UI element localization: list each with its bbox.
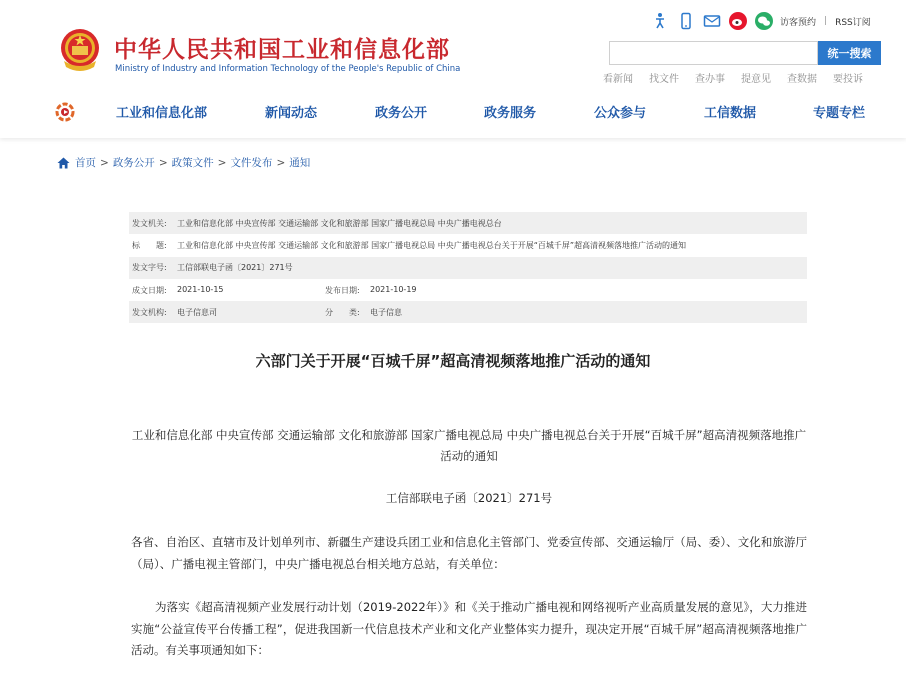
search-button[interactable]: 统一搜索	[818, 41, 881, 65]
main-nav	[0, 102, 906, 124]
docnum-value: 工信部联电子函〔2021〕271号	[177, 263, 293, 273]
created-date-value: 2021-10-15	[177, 284, 224, 294]
quick-link-news[interactable]: 看新闻	[603, 74, 633, 85]
info-row-docnum	[129, 257, 807, 279]
search-input[interactable]	[609, 41, 818, 65]
title-value: 工业和信息化部 中央宣传部 交通运输部 文化和旅游部 国家广播电视总局 中央广播电视总台关于开展“百城千屏”超高清视频落地推广活动的通知	[177, 240, 686, 250]
breadcrumb-file-release[interactable]: 文件发布	[230, 157, 273, 169]
home-icon[interactable]	[57, 157, 70, 169]
paragraph-addressees: 各省、自治区、直辖市及计划单列市、新疆生产建设兵团工业和信息化主管部门、党委宣传部、交通运输厅（局、委）、文化和旅游厅（局）、广播电视主管部门，中央广播电视总台相关地方总站，有关单位：	[131, 535, 807, 571]
top-toolbar	[650, 10, 871, 32]
quick-link-services[interactable]: 查办事	[695, 74, 725, 85]
nav-item-miit[interactable]: 工业和信息化部	[116, 106, 208, 121]
quick-links	[603, 70, 879, 85]
published-date-label: 发布日期:	[325, 285, 360, 295]
site-subtitle: Ministry of Industry and Information Technology of the People's Republic of China	[115, 64, 461, 74]
accessibility-icon[interactable]	[650, 11, 670, 31]
created-date-label: 成文日期:	[132, 285, 167, 295]
breadcrumb-separator: >	[217, 156, 227, 169]
category-label: 分 类:	[325, 307, 360, 317]
nav-item-news[interactable]: 新闻动态	[265, 106, 318, 121]
org-label: 发文机构:	[132, 307, 167, 317]
weibo-icon[interactable]	[728, 11, 748, 31]
issuer-value: 工业和信息化部 中央宣传部 交通运输部 文化和旅游部 国家广播电视总局 中央广播电视总台	[177, 218, 502, 228]
rss-link[interactable]: RSS订阅	[835, 17, 871, 28]
breadcrumb-notice[interactable]: 通知	[289, 157, 311, 169]
document-info-table	[129, 212, 807, 323]
quick-link-suggestions[interactable]: 提意见	[741, 74, 771, 85]
info-row-issuer	[129, 212, 807, 234]
info-row-org	[129, 301, 807, 323]
paragraph-body: 为落实《超高清视频产业发展行动计划（2019-2022年）》和《关于推动广播电视和网络视听产业高质量发展的意见》，大力推进实施“公益宣传平台传播工程”，促进我国新一代信息技术产业和文化产业整体实力提升，现决定开展“百城千屏”超高清视频落地推广活动。有关事项通知如下：	[131, 600, 807, 657]
national-emblem-icon[interactable]	[58, 27, 102, 75]
title-label: 标 题:	[132, 240, 167, 250]
site-title[interactable]: 中华人民共和国工业和信息化部	[114, 37, 450, 63]
breadcrumb	[57, 155, 310, 170]
published-date-value: 2021-10-19	[370, 284, 417, 294]
breadcrumb-home[interactable]: 首页	[75, 157, 96, 169]
issuer-label: 发文机关:	[132, 218, 167, 228]
docnum-label: 发文字号:	[132, 263, 167, 273]
nav-item-public-participation[interactable]: 公众参与	[594, 106, 647, 121]
document-sub-heading: 工业和信息化部 中央宣传部 交通运输部 文化和旅游部 国家广播电视总局 中央广播电视总台关于开展“百城千屏”超高清视频落地推广活动的通知	[131, 428, 807, 463]
breadcrumb-separator: >	[276, 156, 286, 169]
visitor-appointment-link[interactable]: 访客预约	[780, 17, 817, 28]
breadcrumb-separator: >	[158, 156, 168, 169]
quick-link-complaints[interactable]: 要投诉	[833, 74, 863, 85]
quick-link-data[interactable]: 查数据	[787, 74, 817, 85]
wechat-icon[interactable]	[754, 11, 774, 31]
site-header	[0, 0, 906, 138]
nav-item-industry-data[interactable]: 工信数据	[704, 106, 757, 121]
mail-icon[interactable]	[702, 11, 722, 31]
info-row-dates	[129, 279, 807, 301]
top-separator: |	[824, 16, 828, 26]
document-title: 六部门关于开展“百城千屏”超高清视频落地推广活动的通知	[255, 352, 651, 370]
nav-item-special-topics[interactable]: 专题专栏	[813, 106, 866, 121]
nav-item-government-affairs[interactable]: 政务公开	[375, 106, 428, 121]
mobile-icon[interactable]	[676, 11, 696, 31]
quick-link-files[interactable]: 找文件	[649, 74, 679, 85]
category-value: 电子信息	[370, 307, 402, 317]
breadcrumb-separator: >	[100, 156, 109, 169]
nav-item-government-services[interactable]: 政务服务	[484, 106, 537, 121]
document-number: 工信部联电子函〔2021〕271号	[385, 491, 553, 505]
org-value: 电子信息司	[177, 307, 217, 317]
breadcrumb-government-affairs[interactable]: 政务公开	[112, 157, 155, 169]
info-row-title	[129, 234, 807, 256]
breadcrumb-policy-files[interactable]: 政策文件	[171, 157, 214, 169]
